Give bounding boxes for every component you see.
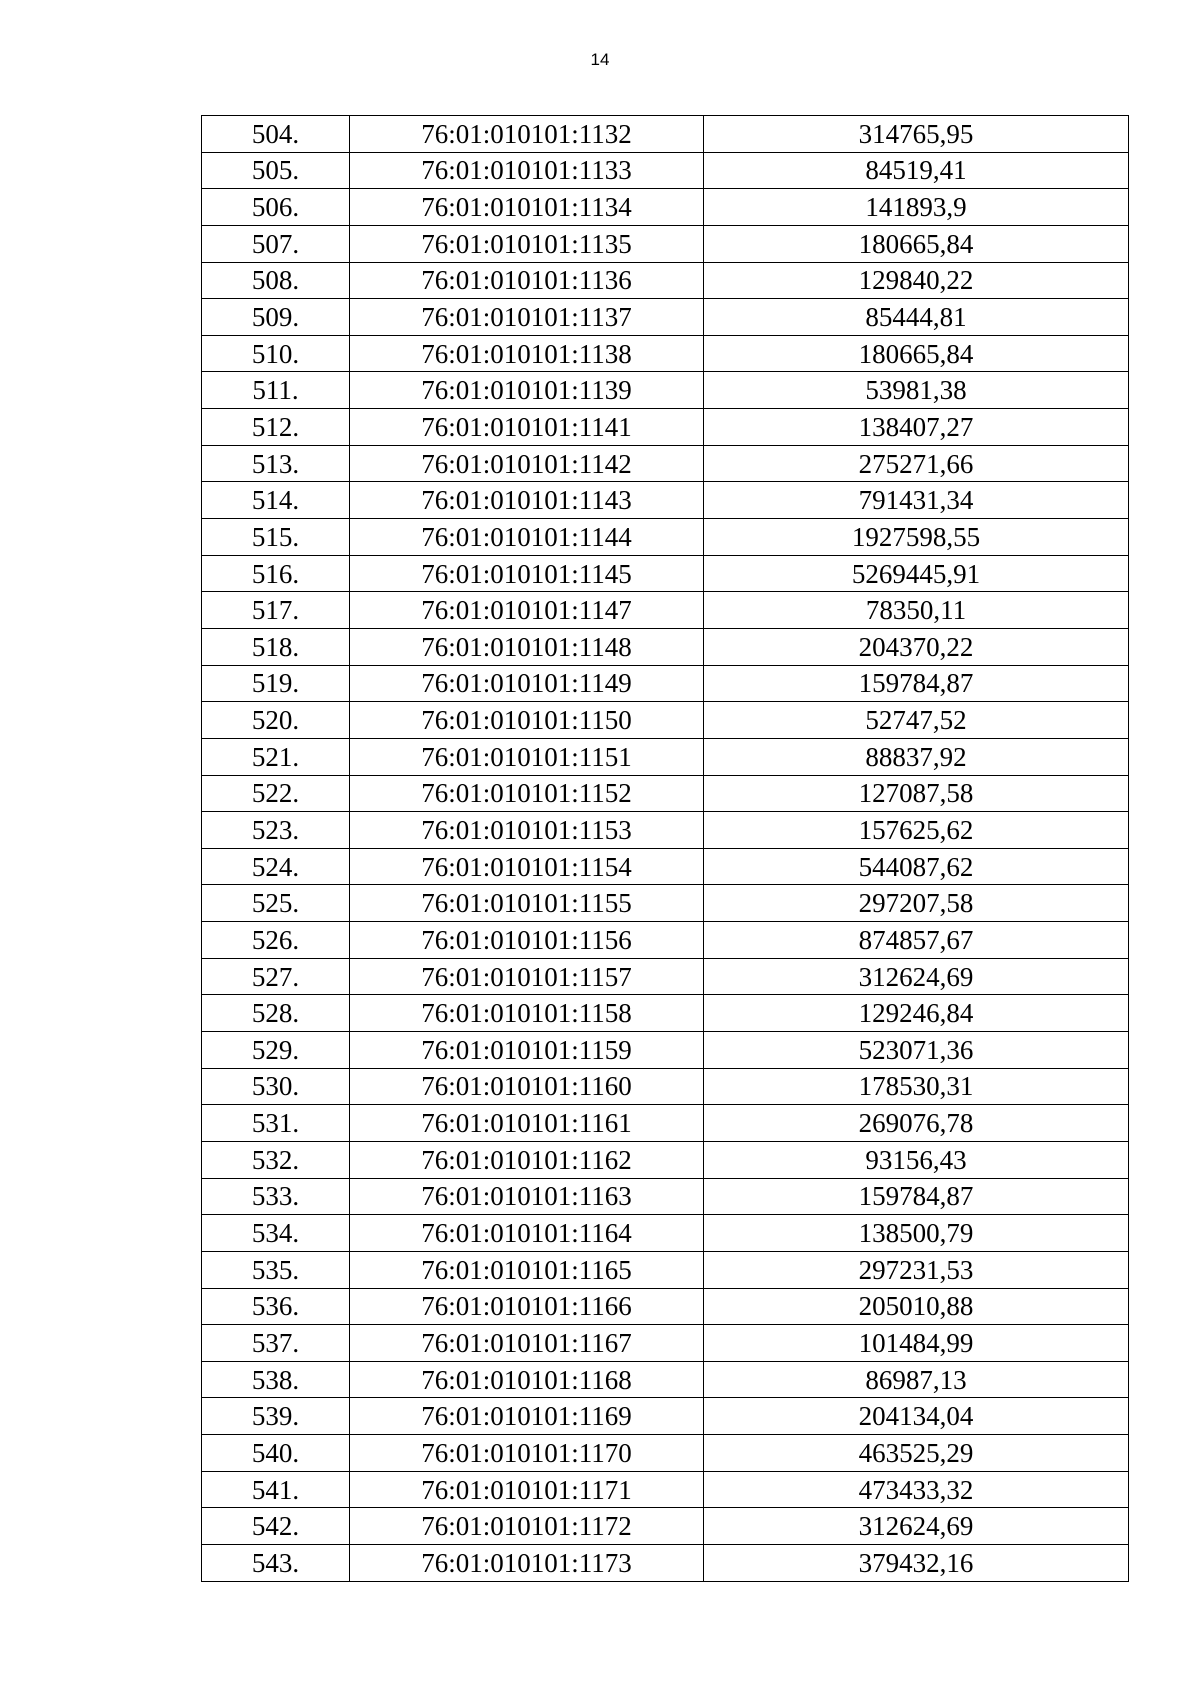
cadastral-number-cell: 76:01:010101:1138 <box>350 335 704 372</box>
table-row <box>202 775 1129 812</box>
table-row <box>202 519 1129 556</box>
table-row <box>202 592 1129 629</box>
table-row <box>202 409 1129 446</box>
table-row <box>202 1361 1129 1398</box>
cadastral-value-cell: 314765,95 <box>704 116 1129 153</box>
page-number: 14 <box>590 50 610 69</box>
row-number-cell: 512. <box>202 409 350 446</box>
cadastral-value-cell: 78350,11 <box>704 592 1129 629</box>
table-row <box>202 1508 1129 1545</box>
row-number-cell: 507. <box>202 225 350 262</box>
row-number-cell: 533. <box>202 1178 350 1215</box>
cadastral-number-cell: 76:01:010101:1143 <box>350 482 704 519</box>
row-number-cell: 525. <box>202 885 350 922</box>
row-number-cell: 540. <box>202 1435 350 1472</box>
row-number-cell: 508. <box>202 262 350 299</box>
cadastral-value-cell: 180665,84 <box>704 335 1129 372</box>
table-body <box>202 116 1129 1582</box>
cadastral-value-cell: 85444,81 <box>704 299 1129 336</box>
table-row <box>202 1251 1129 1288</box>
cadastral-value-cell: 204370,22 <box>704 628 1129 665</box>
cadastral-number-cell: 76:01:010101:1149 <box>350 665 704 702</box>
cadastral-value-cell: 86987,13 <box>704 1361 1129 1398</box>
cadastral-number-cell: 76:01:010101:1142 <box>350 445 704 482</box>
cadastral-number-cell: 76:01:010101:1137 <box>350 299 704 336</box>
cadastral-value-cell: 463525,29 <box>704 1435 1129 1472</box>
table-row <box>202 702 1129 739</box>
row-number-cell: 506. <box>202 189 350 226</box>
cadastral-value-cell: 53981,38 <box>704 372 1129 409</box>
cadastral-value-cell: 205010,88 <box>704 1288 1129 1325</box>
row-number-cell: 531. <box>202 1105 350 1142</box>
table-row <box>202 1398 1129 1435</box>
row-number-cell: 520. <box>202 702 350 739</box>
table-row <box>202 922 1129 959</box>
table-row <box>202 995 1129 1032</box>
row-number-cell: 538. <box>202 1361 350 1398</box>
table-row <box>202 1105 1129 1142</box>
cadastral-value-cell: 138407,27 <box>704 409 1129 446</box>
row-number-cell: 515. <box>202 519 350 556</box>
cadastral-value-cell: 297231,53 <box>704 1251 1129 1288</box>
cadastral-value-cell: 312624,69 <box>704 1508 1129 1545</box>
table-row <box>202 1141 1129 1178</box>
cadastral-number-cell: 76:01:010101:1139 <box>350 372 704 409</box>
cadastral-value-cell: 141893,9 <box>704 189 1129 226</box>
row-number-cell: 523. <box>202 812 350 849</box>
cadastral-number-cell: 76:01:010101:1154 <box>350 848 704 885</box>
row-number-cell: 514. <box>202 482 350 519</box>
row-number-cell: 517. <box>202 592 350 629</box>
row-number-cell: 537. <box>202 1325 350 1362</box>
cadastral-number-cell: 76:01:010101:1165 <box>350 1251 704 1288</box>
table-row <box>202 1435 1129 1472</box>
cadastral-number-cell: 76:01:010101:1144 <box>350 519 704 556</box>
row-number-cell: 516. <box>202 555 350 592</box>
row-number-cell: 510. <box>202 335 350 372</box>
cadastral-number-cell: 76:01:010101:1163 <box>350 1178 704 1215</box>
cadastral-value-cell: 791431,34 <box>704 482 1129 519</box>
cadastral-number-cell: 76:01:010101:1155 <box>350 885 704 922</box>
row-number-cell: 541. <box>202 1471 350 1508</box>
table-row <box>202 885 1129 922</box>
cadastral-value-cell: 379432,16 <box>704 1544 1129 1581</box>
table-row <box>202 848 1129 885</box>
cadastral-value-cell: 101484,99 <box>704 1325 1129 1362</box>
row-number-cell: 530. <box>202 1068 350 1105</box>
cadastral-value-cell: 1927598,55 <box>704 519 1129 556</box>
table-row <box>202 225 1129 262</box>
cadastral-value-cell: 297207,58 <box>704 885 1129 922</box>
cadastral-value-cell: 874857,67 <box>704 922 1129 959</box>
table-row <box>202 665 1129 702</box>
table-row <box>202 262 1129 299</box>
row-number-cell: 522. <box>202 775 350 812</box>
cadastral-number-cell: 76:01:010101:1170 <box>350 1435 704 1472</box>
cadastral-number-cell: 76:01:010101:1141 <box>350 409 704 446</box>
row-number-cell: 529. <box>202 1032 350 1069</box>
cadastral-value-cell: 93156,43 <box>704 1141 1129 1178</box>
cadastral-number-cell: 76:01:010101:1153 <box>350 812 704 849</box>
row-number-cell: 534. <box>202 1215 350 1252</box>
row-number-cell: 528. <box>202 995 350 1032</box>
row-number-cell: 521. <box>202 738 350 775</box>
table-row <box>202 958 1129 995</box>
table-row <box>202 189 1129 226</box>
cadastral-number-cell: 76:01:010101:1171 <box>350 1471 704 1508</box>
cadastral-number-cell: 76:01:010101:1172 <box>350 1508 704 1545</box>
table-row <box>202 1068 1129 1105</box>
cadastral-number-cell: 76:01:010101:1173 <box>350 1544 704 1581</box>
cadastral-value-cell: 157625,62 <box>704 812 1129 849</box>
cadastral-value-cell: 178530,31 <box>704 1068 1129 1105</box>
table-row <box>202 1215 1129 1252</box>
cadastral-number-cell: 76:01:010101:1162 <box>350 1141 704 1178</box>
cadastral-number-cell: 76:01:010101:1169 <box>350 1398 704 1435</box>
cadastral-number-cell: 76:01:010101:1135 <box>350 225 704 262</box>
table-row <box>202 1325 1129 1362</box>
row-number-cell: 504. <box>202 116 350 153</box>
table-row <box>202 1178 1129 1215</box>
row-number-cell: 539. <box>202 1398 350 1435</box>
row-number-cell: 542. <box>202 1508 350 1545</box>
cadastral-number-cell: 76:01:010101:1161 <box>350 1105 704 1142</box>
cadastral-value-cell: 138500,79 <box>704 1215 1129 1252</box>
cadastral-number-cell: 76:01:010101:1157 <box>350 958 704 995</box>
cadastral-number-cell: 76:01:010101:1136 <box>350 262 704 299</box>
cadastral-value-cell: 473433,32 <box>704 1471 1129 1508</box>
cadastral-value-cell: 88837,92 <box>704 738 1129 775</box>
cadastral-number-cell: 76:01:010101:1159 <box>350 1032 704 1069</box>
table-row <box>202 738 1129 775</box>
cadastral-value-cell: 312624,69 <box>704 958 1129 995</box>
cadastral-number-cell: 76:01:010101:1147 <box>350 592 704 629</box>
cadastral-value-cell: 269076,78 <box>704 1105 1129 1142</box>
cadastral-number-cell: 76:01:010101:1145 <box>350 555 704 592</box>
cadastral-number-cell: 76:01:010101:1164 <box>350 1215 704 1252</box>
table-row <box>202 555 1129 592</box>
cadastral-number-cell: 76:01:010101:1148 <box>350 628 704 665</box>
table-row <box>202 116 1129 153</box>
table-row <box>202 482 1129 519</box>
cadastral-value-cell: 127087,58 <box>704 775 1129 812</box>
row-number-cell: 511. <box>202 372 350 409</box>
table-row <box>202 628 1129 665</box>
row-number-cell: 524. <box>202 848 350 885</box>
cadastral-number-cell: 76:01:010101:1152 <box>350 775 704 812</box>
cadastral-value-cell: 159784,87 <box>704 665 1129 702</box>
table-row <box>202 1471 1129 1508</box>
cadastral-value-cell: 52747,52 <box>704 702 1129 739</box>
table-row <box>202 1288 1129 1325</box>
row-number-cell: 543. <box>202 1544 350 1581</box>
row-number-cell: 526. <box>202 922 350 959</box>
cadastral-value-cell: 159784,87 <box>704 1178 1129 1215</box>
cadastral-value-table <box>201 115 1129 1582</box>
cadastral-number-cell: 76:01:010101:1168 <box>350 1361 704 1398</box>
cadastral-number-cell: 76:01:010101:1158 <box>350 995 704 1032</box>
cadastral-number-cell: 76:01:010101:1156 <box>350 922 704 959</box>
table-row <box>202 152 1129 189</box>
cadastral-value-cell: 204134,04 <box>704 1398 1129 1435</box>
cadastral-value-cell: 5269445,91 <box>704 555 1129 592</box>
table-row <box>202 812 1129 849</box>
cadastral-number-cell: 76:01:010101:1150 <box>350 702 704 739</box>
table-row <box>202 445 1129 482</box>
cadastral-number-cell: 76:01:010101:1151 <box>350 738 704 775</box>
cadastral-number-cell: 76:01:010101:1134 <box>350 189 704 226</box>
cadastral-number-cell: 76:01:010101:1160 <box>350 1068 704 1105</box>
cadastral-value-cell: 129246,84 <box>704 995 1129 1032</box>
table-row <box>202 1032 1129 1069</box>
cadastral-number-cell: 76:01:010101:1166 <box>350 1288 704 1325</box>
row-number-cell: 535. <box>202 1251 350 1288</box>
row-number-cell: 527. <box>202 958 350 995</box>
cadastral-number-cell: 76:01:010101:1133 <box>350 152 704 189</box>
row-number-cell: 519. <box>202 665 350 702</box>
table-row <box>202 1544 1129 1581</box>
cadastral-value-cell: 84519,41 <box>704 152 1129 189</box>
table-row <box>202 299 1129 336</box>
table-row <box>202 335 1129 372</box>
row-number-cell: 513. <box>202 445 350 482</box>
table-row <box>202 372 1129 409</box>
row-number-cell: 532. <box>202 1141 350 1178</box>
row-number-cell: 505. <box>202 152 350 189</box>
cadastral-value-cell: 275271,66 <box>704 445 1129 482</box>
row-number-cell: 509. <box>202 299 350 336</box>
cadastral-value-cell: 180665,84 <box>704 225 1129 262</box>
cadastral-value-cell: 523071,36 <box>704 1032 1129 1069</box>
row-number-cell: 536. <box>202 1288 350 1325</box>
cadastral-value-cell: 129840,22 <box>704 262 1129 299</box>
cadastral-value-cell: 544087,62 <box>704 848 1129 885</box>
row-number-cell: 518. <box>202 628 350 665</box>
cadastral-number-cell: 76:01:010101:1167 <box>350 1325 704 1362</box>
cadastral-number-cell: 76:01:010101:1132 <box>350 116 704 153</box>
